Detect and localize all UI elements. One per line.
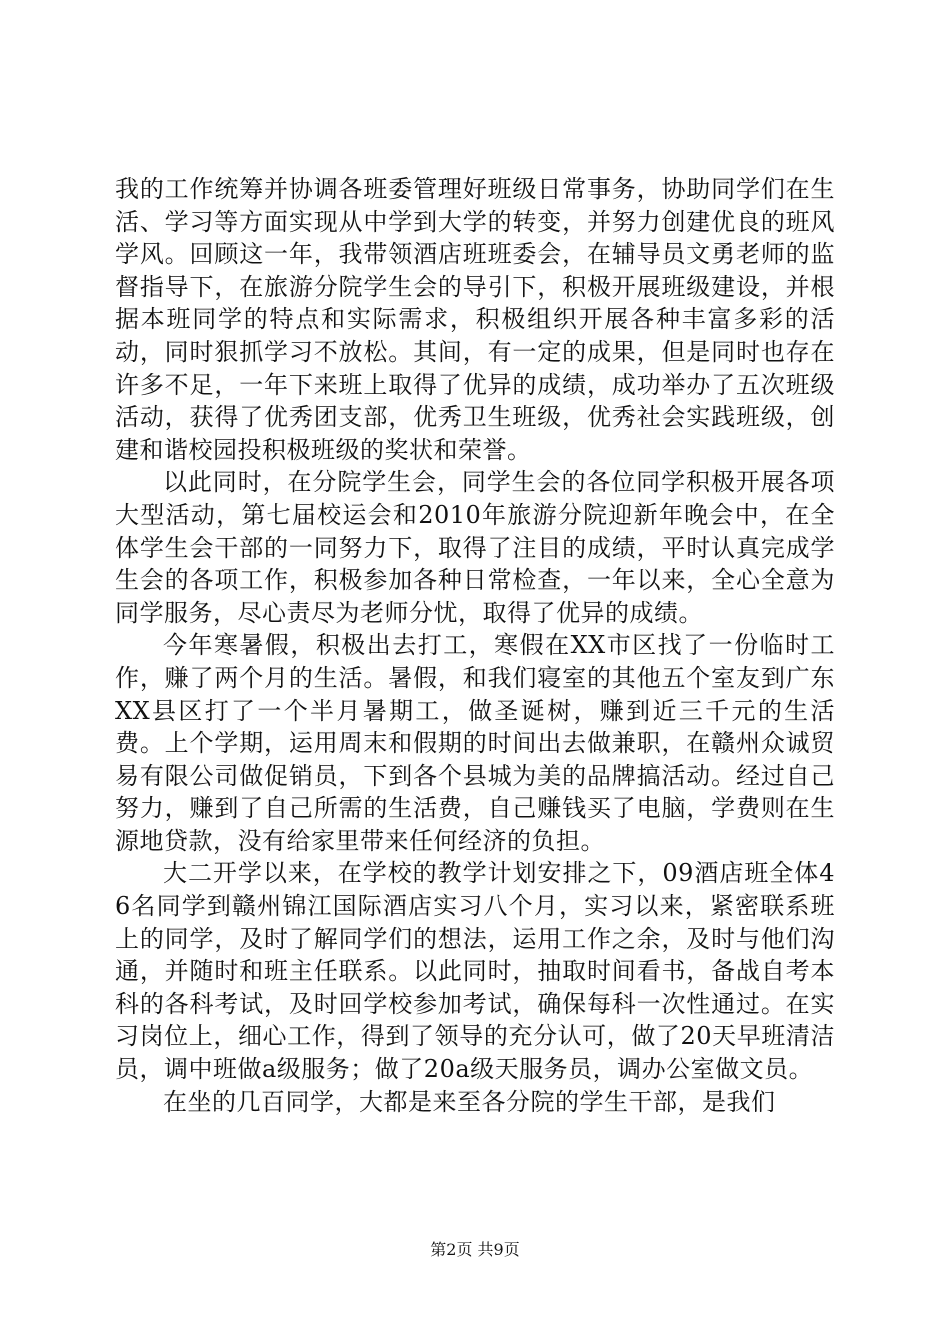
paragraph: 在坐的几百同学，大都是来至各分院的学生干部，是我们 (163, 1087, 776, 1116)
paragraph: 大二开学以来，在学校的教学计划安排之下，09酒店班全体46名同学到赣州锦江国际酒店实习八个月，实习以来，紧密联系班上的同学，及时了解同学们的想法，运用工作之余，及时与他们沟通，并随时和班主任联系。以此同时，抽取时间看书，备战自考本科的各科考试，及时回学校参加考试，确保每科一次性通过。在实习岗位上，细心工作，得到了领导的充分认可，做了20天早班清洁员，调中班做a级服务；做了20a级天服务员，调办公室做文员。 (115, 859, 835, 1084)
paragraph: 以此同时，在分院学生会，同学生会的各位同学积极开展各项大型活动，第七届校运会和2010年旅游分院迎新年晚会中，在全体学生会干部的一同努力下，取得了注目的成绩，平时认真完成学生会的各项工作，积极参加各种日常检查，一年以来，全心全意为同学服务，尽心责尽为老师分忧，取得了优异的成绩。 (115, 468, 835, 627)
paragraph: 今年寒暑假，积极出去打工，寒假在XX市区找了一份临时工作，赚了两个月的生活。暑假，和我们寝室的其他五个室友到广东XX县区打了一个半月暑期工，做圣诞树，赚到近三千元的生活费。上个学期，运用周末和假期的时间出去做兼职，在赣州众诚贸易有限公司做促销员，下到各个县城为美的品牌搞活动。经过自己努力，赚到了自己所需的生活费，自己赚钱买了电脑，学费则在生源地贷款，没有给家里带来任何经济的负担。 (115, 631, 835, 855)
page-number-footer: 第2页 共9页 (430, 1240, 520, 1259)
paragraph: 我的工作统筹并协调各班委管理好班级日常事务，协助同学们在生活、学习等方面实现从中学到大学的转变，并努力创建优良的班风学风。回顾这一年，我带领酒店班班委会，在辅导员文勇老师的监督指导下，在旅游分院学生会的导引下，积极开展班级建设，并根据本班同学的特点和实际需求，积极组织开展各种丰富多彩的活动，同时狠抓学习不放松。其间，有一定的成果，但是同时也存在许多不足，一年下来班上取得了优异的成绩，成功举办了五次班级活动，获得了优秀团支部，优秀卫生班级，优秀社会实践班级，创建和谐校园投积极班级的奖状和荣誉。 (115, 175, 835, 464)
document-body (115, 173, 835, 1118)
